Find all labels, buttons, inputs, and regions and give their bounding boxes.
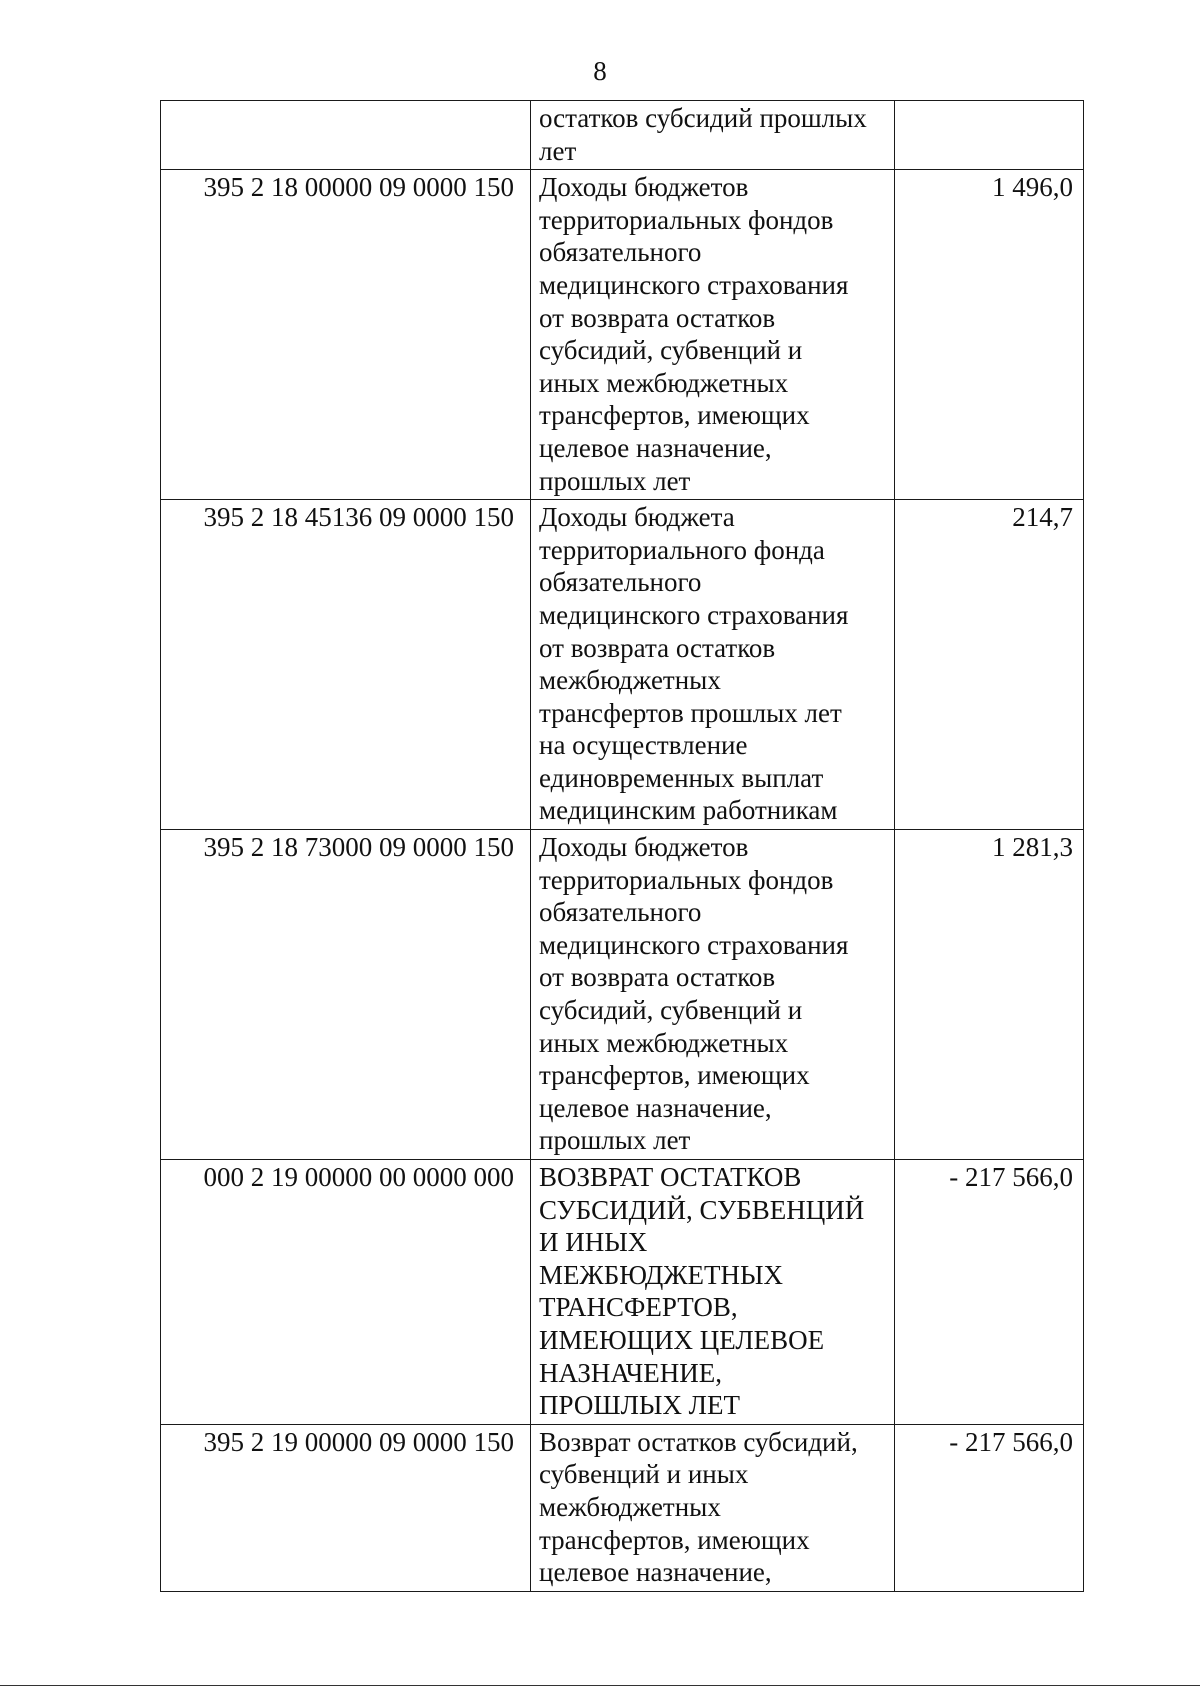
income-name-cell	[531, 170, 895, 500]
amount-cell	[895, 101, 1084, 170]
amount-cell: - 217 566,0	[895, 1160, 1084, 1425]
income-name-line: обязательного	[539, 897, 702, 928]
income-name-line: прошлых лет	[539, 1125, 691, 1156]
income-name-line: целевое назначение,	[539, 432, 772, 463]
income-name-cell	[531, 101, 895, 170]
income-name-line: от возврата остатков	[539, 632, 776, 663]
income-name-line: ПРОШЛЫХ ЛЕТ	[539, 1390, 740, 1421]
budget-code-cell	[161, 101, 531, 170]
budget-code-cell: 395 2 18 00000 09 0000 150	[161, 170, 531, 500]
income-name-line: НАЗНАЧЕНИЕ,	[539, 1357, 723, 1388]
income-name-line: целевое назначение,	[539, 1557, 772, 1588]
income-name-line: ВОЗВРАТ ОСТАТКОВ	[539, 1162, 802, 1192]
income-name-line: Возврат остатков субсидий,	[539, 1426, 858, 1457]
income-name-line: трансфертов, имеющих	[539, 1060, 810, 1091]
income-name-line: обязательного	[539, 237, 702, 268]
table-row	[161, 1160, 1084, 1425]
budget-revenue-table	[160, 100, 1084, 1592]
income-name-line: И ИНЫХ	[539, 1227, 648, 1258]
income-name-line: от возврата остатков	[539, 962, 776, 993]
income-name-line: иных межбюджетных	[539, 367, 789, 398]
table-row	[161, 170, 1084, 500]
income-name-line: на осуществление	[539, 730, 748, 761]
income-name-line: медицинского страхования	[539, 269, 849, 300]
income-name-line: территориальных фондов	[539, 864, 834, 895]
table-row	[161, 1424, 1084, 1591]
income-name-cell	[531, 1160, 895, 1425]
income-name-line: трансфертов прошлых лет	[539, 697, 842, 728]
income-name-line: Доходы бюджетов	[539, 832, 749, 863]
income-name-line: МЕЖБЮДЖЕТНЫХ	[539, 1259, 784, 1290]
income-name-line: иных межбюджетных	[539, 1027, 789, 1058]
income-name-line: ТРАНСФЕРТОВ,	[539, 1292, 738, 1323]
income-name-cell	[531, 1424, 895, 1591]
income-name-line: ИМЕЮЩИХ ЦЕЛЕВОЕ	[539, 1324, 825, 1355]
income-name-cell	[531, 830, 895, 1160]
income-name-line: Доходы бюджета	[539, 502, 735, 533]
income-name-line: межбюджетных	[539, 1491, 721, 1522]
amount-cell: 1 496,0	[895, 170, 1084, 500]
income-name-line: медицинского страхования	[539, 929, 849, 960]
income-name-line: трансфертов, имеющих	[539, 1524, 810, 1555]
income-name-line: субвенций и иных	[539, 1459, 749, 1490]
income-name-line: лет	[539, 135, 577, 166]
table-row	[161, 830, 1084, 1160]
income-name-line: единовременных выплат	[539, 762, 824, 793]
income-name-line: прошлых лет	[539, 465, 691, 496]
amount-cell: 214,7	[895, 500, 1084, 830]
income-name-line: Доходы бюджетов	[539, 172, 749, 203]
table-body	[161, 101, 1084, 1592]
budget-code-cell: 395 2 18 45136 09 0000 150	[161, 500, 531, 830]
table-row	[161, 101, 1084, 170]
table-row	[161, 500, 1084, 830]
amount-cell: 1 281,3	[895, 830, 1084, 1160]
income-name-line: субсидий, субвенций и	[539, 995, 803, 1026]
income-name-line: целевое назначение,	[539, 1092, 772, 1123]
income-name-line: СУБСИДИЙ, СУБВЕНЦИЙ	[539, 1194, 865, 1225]
income-name-line: трансфертов, имеющих	[539, 400, 810, 431]
income-name-line: медицинским работникам	[539, 795, 838, 826]
income-name-line: субсидий, субвенций и	[539, 335, 803, 366]
income-name-line: медицинского страхования	[539, 599, 849, 630]
income-name-cell	[531, 500, 895, 830]
income-name-line: остатков субсидий прошлых	[539, 103, 867, 133]
page-bottom-rule	[0, 1685, 1200, 1686]
income-name-line: территориальных фондов	[539, 204, 834, 235]
budget-code-cell: 395 2 19 00000 09 0000 150	[161, 1424, 531, 1591]
amount-cell: - 217 566,0	[895, 1424, 1084, 1591]
income-name-line: обязательного	[539, 567, 702, 598]
budget-code-cell: 000 2 19 00000 00 0000 000	[161, 1160, 531, 1425]
budget-code-cell: 395 2 18 73000 09 0000 150	[161, 830, 531, 1160]
income-name-line: от возврата остатков	[539, 302, 776, 333]
income-name-line: территориального фонда	[539, 534, 825, 565]
page-number: 8	[593, 56, 607, 86]
income-name-line: межбюджетных	[539, 665, 721, 696]
